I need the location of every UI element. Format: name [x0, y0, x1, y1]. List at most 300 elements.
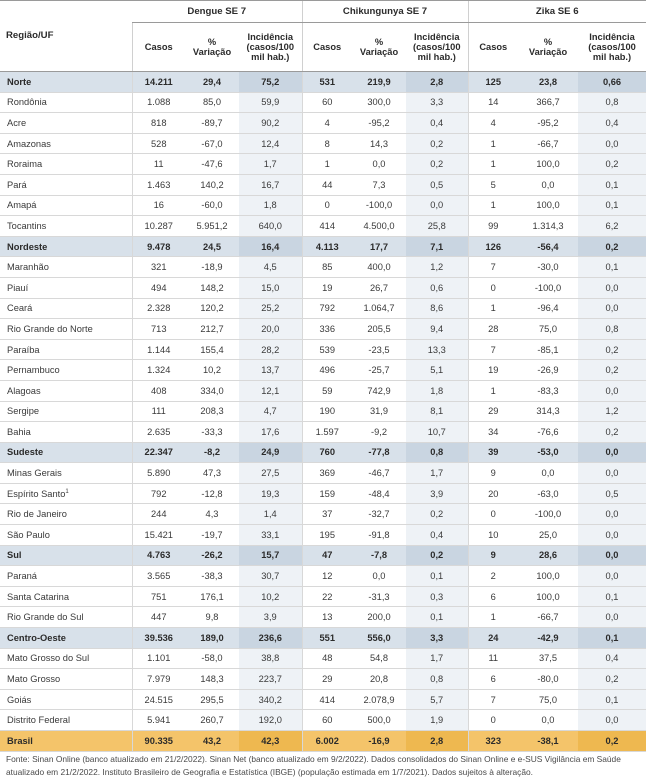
zika-variation-cell: -63,0 — [518, 483, 578, 504]
zika-group-header: Zika SE 6 — [468, 1, 646, 23]
zika-incidence-cell: 0,2 — [578, 154, 646, 175]
dengue-cases-cell: 1.324 — [132, 360, 185, 381]
dengue-cases-cell: 39.536 — [132, 628, 185, 649]
dengue-cases-cell: 244 — [132, 504, 185, 525]
table-row — [0, 689, 646, 710]
dengue-group-header: Dengue SE 7 — [132, 1, 302, 23]
row-label — [0, 277, 132, 298]
table-row — [0, 422, 646, 443]
dengue-cases-cell: 3.565 — [132, 566, 185, 587]
chikungunya-cases-cell: 85 — [302, 257, 352, 278]
dengue-variation-cell: -12,8 — [185, 483, 239, 504]
dengue-incidence-cell: 25,2 — [239, 298, 302, 319]
row-label — [0, 360, 132, 381]
chikungunya-cases-cell: 4.113 — [302, 236, 352, 257]
row-label — [0, 628, 132, 649]
zika-cases-cell: 19 — [468, 360, 518, 381]
dengue-incidence-cell: 223,7 — [239, 669, 302, 690]
row-label — [0, 401, 132, 422]
zika-variation-cell: 100,0 — [518, 586, 578, 607]
dengue-incidence-cell: 13,7 — [239, 360, 302, 381]
zika-cases-cell: 0 — [468, 277, 518, 298]
chikungunya-cases-cell: 190 — [302, 401, 352, 422]
zika-variation-cell: -26,9 — [518, 360, 578, 381]
chikungunya-incidence-cell: 5,1 — [406, 360, 468, 381]
chikungunya-incidence-cell: 3,9 — [406, 483, 468, 504]
chikungunya-variation-cell: -100,0 — [352, 195, 406, 216]
chikungunya-variation-cell: -16,9 — [352, 731, 406, 752]
dengue-variation-header: % Variação — [185, 23, 239, 72]
dengue-cases-cell: 9.478 — [132, 236, 185, 257]
chikungunya-variation-cell: -31,3 — [352, 586, 406, 607]
zika-incidence-header: Incidência (casos/100 mil hab.) — [578, 23, 646, 72]
table-row — [0, 92, 646, 113]
chikungunya-cases-cell: 19 — [302, 277, 352, 298]
zika-cases-header: Casos — [468, 23, 518, 72]
dengue-cases-cell: 7.979 — [132, 669, 185, 690]
zika-cases-cell: 323 — [468, 731, 518, 752]
zika-cases-cell: 34 — [468, 422, 518, 443]
zika-incidence-cell: 0,66 — [578, 72, 646, 93]
row-label-text: Pará — [7, 179, 27, 190]
dengue-variation-cell: 120,2 — [185, 298, 239, 319]
zika-variation-cell: -53,0 — [518, 442, 578, 463]
dengue-variation-cell: 212,7 — [185, 319, 239, 340]
zika-cases-cell: 9 — [468, 463, 518, 484]
chikungunya-variation-cell: 54,8 — [352, 648, 406, 669]
zika-cases-cell: 28 — [468, 319, 518, 340]
dengue-variation-cell: 148,3 — [185, 669, 239, 690]
zika-variation-cell: 0,0 — [518, 174, 578, 195]
zika-incidence-cell: 0,0 — [578, 277, 646, 298]
row-label — [0, 586, 132, 607]
dengue-cases-cell: 751 — [132, 586, 185, 607]
row-label-text: Bahia — [7, 426, 31, 437]
table-row — [0, 339, 646, 360]
dengue-variation-cell: 47,3 — [185, 463, 239, 484]
chikungunya-cases-cell: 369 — [302, 463, 352, 484]
chikungunya-cases-cell: 13 — [302, 607, 352, 628]
zika-incidence-cell: 0,0 — [578, 710, 646, 731]
chikungunya-variation-cell: 31,9 — [352, 401, 406, 422]
zika-cases-cell: 24 — [468, 628, 518, 649]
row-label — [0, 380, 132, 401]
chikungunya-cases-cell: 159 — [302, 483, 352, 504]
chikungunya-variation-header: % Variação — [352, 23, 406, 72]
chikungunya-variation-cell: 4.500,0 — [352, 216, 406, 237]
chikungunya-variation-cell: -32,7 — [352, 504, 406, 525]
dengue-variation-cell: -19,7 — [185, 525, 239, 546]
chikungunya-variation-cell: -77,8 — [352, 442, 406, 463]
zika-variation-cell: 37,5 — [518, 648, 578, 669]
zika-variation-header: % Variação — [518, 23, 578, 72]
chikungunya-incidence-cell: 0,1 — [406, 607, 468, 628]
zika-variation-cell: 100,0 — [518, 195, 578, 216]
row-label-text: São Paulo — [7, 529, 50, 540]
chikungunya-cases-cell: 760 — [302, 442, 352, 463]
chikungunya-variation-cell: 7,3 — [352, 174, 406, 195]
table-row — [0, 566, 646, 587]
region-row — [0, 72, 646, 93]
dengue-incidence-cell: 75,2 — [239, 72, 302, 93]
dengue-cases-cell: 1.088 — [132, 92, 185, 113]
chikungunya-variation-cell: 400,0 — [352, 257, 406, 278]
zika-cases-cell: 1 — [468, 298, 518, 319]
zika-incidence-cell: 6,2 — [578, 216, 646, 237]
table-row — [0, 669, 646, 690]
dengue-variation-cell: 176,1 — [185, 586, 239, 607]
chikungunya-variation-cell: -91,8 — [352, 525, 406, 546]
chikungunya-variation-cell: 0,0 — [352, 154, 406, 175]
row-label-text: Pernambuco — [7, 365, 60, 376]
table-row — [0, 648, 646, 669]
dengue-cases-cell: 10.287 — [132, 216, 185, 237]
table-row — [0, 380, 646, 401]
dengue-incidence-cell: 24,9 — [239, 442, 302, 463]
zika-variation-cell: -96,4 — [518, 298, 578, 319]
chikungunya-cases-cell: 195 — [302, 525, 352, 546]
zika-incidence-cell: 0,0 — [578, 545, 646, 566]
row-label — [0, 504, 132, 525]
dengue-incidence-header: Incidência (casos/100 mil hab.) — [239, 23, 302, 72]
dengue-incidence-cell: 4,5 — [239, 257, 302, 278]
dengue-variation-cell: -33,3 — [185, 422, 239, 443]
chikungunya-cases-cell: 44 — [302, 174, 352, 195]
zika-variation-cell: 23,8 — [518, 72, 578, 93]
table-row — [0, 277, 646, 298]
zika-incidence-cell: 0,1 — [578, 689, 646, 710]
chikungunya-variation-cell: -23,5 — [352, 339, 406, 360]
chikungunya-cases-cell: 539 — [302, 339, 352, 360]
dengue-cases-cell: 792 — [132, 483, 185, 504]
dengue-variation-cell: 5.951,2 — [185, 216, 239, 237]
zika-cases-cell: 4 — [468, 113, 518, 134]
zika-variation-cell: -80,0 — [518, 669, 578, 690]
dengue-cases-cell: 15.421 — [132, 525, 185, 546]
dengue-variation-cell: 24,5 — [185, 236, 239, 257]
dengue-incidence-cell: 28,2 — [239, 339, 302, 360]
chikungunya-cases-header: Casos — [302, 23, 352, 72]
dengue-variation-cell: 295,5 — [185, 689, 239, 710]
chikungunya-cases-cell: 551 — [302, 628, 352, 649]
zika-variation-cell: 314,3 — [518, 401, 578, 422]
chikungunya-variation-cell: -95,2 — [352, 113, 406, 134]
chikungunya-variation-cell: 500,0 — [352, 710, 406, 731]
dengue-variation-cell: 43,2 — [185, 731, 239, 752]
zika-variation-cell: 100,0 — [518, 154, 578, 175]
row-label — [0, 463, 132, 484]
zika-variation-cell: 75,0 — [518, 319, 578, 340]
zika-incidence-cell: 0,0 — [578, 298, 646, 319]
zika-variation-cell: -66,7 — [518, 133, 578, 154]
row-label — [0, 113, 132, 134]
table-row — [0, 586, 646, 607]
zika-cases-cell: 0 — [468, 710, 518, 731]
chikungunya-variation-cell: 14,3 — [352, 133, 406, 154]
chikungunya-variation-cell: -46,7 — [352, 463, 406, 484]
dengue-cases-cell: 16 — [132, 195, 185, 216]
zika-cases-cell: 10 — [468, 525, 518, 546]
zika-variation-cell: -76,6 — [518, 422, 578, 443]
chikungunya-cases-cell: 59 — [302, 380, 352, 401]
dengue-variation-cell: 10,2 — [185, 360, 239, 381]
dengue-incidence-cell: 42,3 — [239, 731, 302, 752]
zika-cases-cell: 126 — [468, 236, 518, 257]
dengue-cases-cell: 818 — [132, 113, 185, 134]
chikungunya-variation-cell: 20,8 — [352, 669, 406, 690]
zika-incidence-cell: 0,2 — [578, 422, 646, 443]
row-label-text: Espírito Santo — [7, 488, 66, 499]
chikungunya-incidence-cell: 3,3 — [406, 628, 468, 649]
zika-cases-cell: 7 — [468, 689, 518, 710]
zika-incidence-cell: 0,8 — [578, 319, 646, 340]
dengue-incidence-cell: 192,0 — [239, 710, 302, 731]
chikungunya-incidence-cell: 0,1 — [406, 566, 468, 587]
zika-incidence-cell: 0,2 — [578, 339, 646, 360]
row-label-text: Acre — [7, 117, 27, 128]
dengue-cases-cell: 528 — [132, 133, 185, 154]
zika-cases-cell: 1 — [468, 133, 518, 154]
dengue-variation-cell: -47,6 — [185, 154, 239, 175]
region-row — [0, 545, 646, 566]
zika-variation-cell: -85,1 — [518, 339, 578, 360]
table-row — [0, 463, 646, 484]
row-label-text: Tocantins — [7, 220, 47, 231]
chikungunya-cases-cell: 37 — [302, 504, 352, 525]
dengue-variation-cell: 85,0 — [185, 92, 239, 113]
zika-incidence-cell: 0,1 — [578, 257, 646, 278]
chikungunya-incidence-cell: 0,6 — [406, 277, 468, 298]
chikungunya-variation-cell: 205,5 — [352, 319, 406, 340]
zika-variation-cell: 366,7 — [518, 92, 578, 113]
row-label — [0, 195, 132, 216]
dengue-variation-cell: -67,0 — [185, 133, 239, 154]
zika-cases-cell: 0 — [468, 504, 518, 525]
chikungunya-variation-cell: 0,0 — [352, 566, 406, 587]
chikungunya-variation-cell: 2.078,9 — [352, 689, 406, 710]
dengue-variation-cell: 29,4 — [185, 72, 239, 93]
dengue-cases-cell: 1.101 — [132, 648, 185, 669]
row-label-text: Sul — [7, 550, 22, 561]
dengue-incidence-cell: 236,6 — [239, 628, 302, 649]
chikungunya-cases-cell: 22 — [302, 586, 352, 607]
dengue-incidence-cell: 30,7 — [239, 566, 302, 587]
row-label-text: Minas Gerais — [7, 468, 62, 479]
table-row — [0, 216, 646, 237]
row-label-text: Alagoas — [7, 385, 41, 396]
dengue-incidence-cell: 4,7 — [239, 401, 302, 422]
dengue-cases-cell: 321 — [132, 257, 185, 278]
chikungunya-variation-cell: 300,0 — [352, 92, 406, 113]
row-label — [0, 689, 132, 710]
chikungunya-cases-cell: 47 — [302, 545, 352, 566]
source-footnote: Fonte: Sinan Online (banco atualizado em 21/2/2022). Sinan Net (banco atualizado em 9/2/2022). Dados consolidados do Sinan Online e e-SUS Vigilância em Saúde atualizado em 21/2/2022. Instituto Brasileiro de Geografia e Estatística (IBGE) (população estimada em 1/7/2021). Dados sujeitos à alteração. — [6, 754, 621, 777]
row-label — [0, 257, 132, 278]
dengue-incidence-cell: 15,0 — [239, 277, 302, 298]
zika-cases-cell: 14 — [468, 92, 518, 113]
row-label — [0, 319, 132, 340]
zika-variation-cell: -56,4 — [518, 236, 578, 257]
row-label — [0, 442, 132, 463]
chikungunya-incidence-cell: 1,7 — [406, 463, 468, 484]
chikungunya-cases-cell: 8 — [302, 133, 352, 154]
dengue-incidence-cell: 1,8 — [239, 195, 302, 216]
chikungunya-cases-cell: 792 — [302, 298, 352, 319]
dengue-incidence-cell: 17,6 — [239, 422, 302, 443]
zika-variation-cell: 1.314,3 — [518, 216, 578, 237]
zika-incidence-cell: 0,5 — [578, 483, 646, 504]
dengue-variation-cell: 208,3 — [185, 401, 239, 422]
zika-incidence-cell: 0,1 — [578, 628, 646, 649]
zika-incidence-cell: 0,8 — [578, 92, 646, 113]
zika-cases-cell: 1 — [468, 607, 518, 628]
row-label-text: Distrito Federal — [7, 715, 71, 726]
zika-incidence-cell: 0,1 — [578, 586, 646, 607]
zika-incidence-cell: 0,0 — [578, 380, 646, 401]
zika-variation-cell: -95,2 — [518, 113, 578, 134]
chikungunya-variation-cell: 26,7 — [352, 277, 406, 298]
chikungunya-cases-cell: 336 — [302, 319, 352, 340]
zika-incidence-cell: 0,1 — [578, 174, 646, 195]
dengue-incidence-cell: 15,7 — [239, 545, 302, 566]
zika-cases-cell: 9 — [468, 545, 518, 566]
chikungunya-cases-cell: 531 — [302, 72, 352, 93]
row-label-text: Ceará — [7, 303, 33, 314]
zika-incidence-cell: 0,2 — [578, 731, 646, 752]
row-label-text: Maranhão — [7, 262, 49, 273]
chikungunya-variation-cell: 556,0 — [352, 628, 406, 649]
chikungunya-incidence-cell: 1,7 — [406, 648, 468, 669]
chikungunya-incidence-cell: 0,2 — [406, 504, 468, 525]
zika-variation-cell: 0,0 — [518, 710, 578, 731]
dengue-incidence-cell: 19,3 — [239, 483, 302, 504]
dengue-cases-cell: 2.328 — [132, 298, 185, 319]
table-row — [0, 710, 646, 731]
table-row — [0, 504, 646, 525]
dengue-incidence-cell: 340,2 — [239, 689, 302, 710]
row-label-text: Paraná — [7, 571, 37, 582]
zika-cases-cell: 39 — [468, 442, 518, 463]
dengue-incidence-cell: 640,0 — [239, 216, 302, 237]
dengue-variation-cell: 148,2 — [185, 277, 239, 298]
zika-variation-cell: -30,0 — [518, 257, 578, 278]
dengue-cases-cell: 1.144 — [132, 339, 185, 360]
region-row — [0, 236, 646, 257]
row-label-text: Rio Grande do Sul — [7, 612, 84, 623]
row-label-text: Sudeste — [7, 447, 44, 458]
dengue-cases-cell: 1.463 — [132, 174, 185, 195]
zika-variation-cell: -83,3 — [518, 380, 578, 401]
chikungunya-variation-cell: 200,0 — [352, 607, 406, 628]
chikungunya-cases-cell: 6.002 — [302, 731, 352, 752]
chikungunya-variation-cell: 219,9 — [352, 72, 406, 93]
dengue-incidence-cell: 90,2 — [239, 113, 302, 134]
chikungunya-incidence-cell: 0,2 — [406, 133, 468, 154]
table-row — [0, 113, 646, 134]
row-label — [0, 422, 132, 443]
chikungunya-incidence-cell: 13,3 — [406, 339, 468, 360]
chikungunya-cases-cell: 48 — [302, 648, 352, 669]
chikungunya-cases-cell: 414 — [302, 216, 352, 237]
row-label-text: Goiás — [7, 694, 32, 705]
row-label-text: Sergipe — [7, 406, 40, 417]
dengue-cases-cell: 90.335 — [132, 731, 185, 752]
chikungunya-cases-cell: 29 — [302, 669, 352, 690]
dengue-incidence-cell: 12,4 — [239, 133, 302, 154]
row-label-text: Paraíba — [7, 344, 40, 355]
chikungunya-group-header: Chikungunya SE 7 — [302, 1, 468, 23]
zika-variation-cell: -100,0 — [518, 504, 578, 525]
chikungunya-incidence-cell: 0,2 — [406, 545, 468, 566]
chikungunya-incidence-cell: 2,8 — [406, 72, 468, 93]
dengue-cases-cell: 22.347 — [132, 442, 185, 463]
dengue-cases-cell: 447 — [132, 607, 185, 628]
row-label-text: Rio Grande do Norte — [7, 323, 93, 334]
table-row — [0, 483, 646, 504]
chikungunya-incidence-cell: 1,2 — [406, 257, 468, 278]
row-label — [0, 525, 132, 546]
row-label — [0, 72, 132, 93]
zika-incidence-cell: 0,0 — [578, 463, 646, 484]
chikungunya-incidence-cell: 1,9 — [406, 710, 468, 731]
zika-cases-cell: 1 — [468, 195, 518, 216]
chikungunya-cases-cell: 414 — [302, 689, 352, 710]
chikungunya-incidence-cell: 0,8 — [406, 442, 468, 463]
chikungunya-incidence-cell: 8,1 — [406, 401, 468, 422]
dengue-incidence-cell: 16,7 — [239, 174, 302, 195]
zika-cases-cell: 11 — [468, 648, 518, 669]
chikungunya-cases-cell: 60 — [302, 710, 352, 731]
chikungunya-incidence-cell: 1,8 — [406, 380, 468, 401]
chikungunya-variation-cell: -25,7 — [352, 360, 406, 381]
row-label-text: Santa Catarina — [7, 591, 70, 602]
chikungunya-variation-cell: 1.064,7 — [352, 298, 406, 319]
row-label-text: Centro-Oeste — [7, 632, 66, 643]
chikungunya-incidence-cell: 10,7 — [406, 422, 468, 443]
chikungunya-variation-cell: 17,7 — [352, 236, 406, 257]
dengue-incidence-cell: 16,4 — [239, 236, 302, 257]
row-label-text: Piauí — [7, 282, 29, 293]
zika-cases-cell: 99 — [468, 216, 518, 237]
row-label — [0, 216, 132, 237]
table-row — [0, 174, 646, 195]
zika-cases-cell: 6 — [468, 586, 518, 607]
zika-cases-cell: 1 — [468, 154, 518, 175]
chikungunya-incidence-cell: 9,4 — [406, 319, 468, 340]
dengue-variation-cell: -38,3 — [185, 566, 239, 587]
dengue-incidence-cell: 1,4 — [239, 504, 302, 525]
dengue-cases-cell: 14.211 — [132, 72, 185, 93]
zika-cases-cell: 6 — [468, 669, 518, 690]
row-label — [0, 607, 132, 628]
dengue-cases-cell: 24.515 — [132, 689, 185, 710]
row-label-text: Mato Grosso do Sul — [7, 653, 90, 664]
zika-variation-cell: 75,0 — [518, 689, 578, 710]
zika-cases-cell: 20 — [468, 483, 518, 504]
chikungunya-variation-cell: -7,8 — [352, 545, 406, 566]
table-row — [0, 319, 646, 340]
dengue-cases-cell: 5.941 — [132, 710, 185, 731]
zika-cases-cell: 29 — [468, 401, 518, 422]
row-label — [0, 133, 132, 154]
row-label — [0, 339, 132, 360]
zika-incidence-cell: 0,0 — [578, 566, 646, 587]
zika-incidence-cell: 0,0 — [578, 504, 646, 525]
zika-cases-cell: 5 — [468, 174, 518, 195]
dengue-cases-cell: 111 — [132, 401, 185, 422]
row-label — [0, 154, 132, 175]
region-row — [0, 442, 646, 463]
